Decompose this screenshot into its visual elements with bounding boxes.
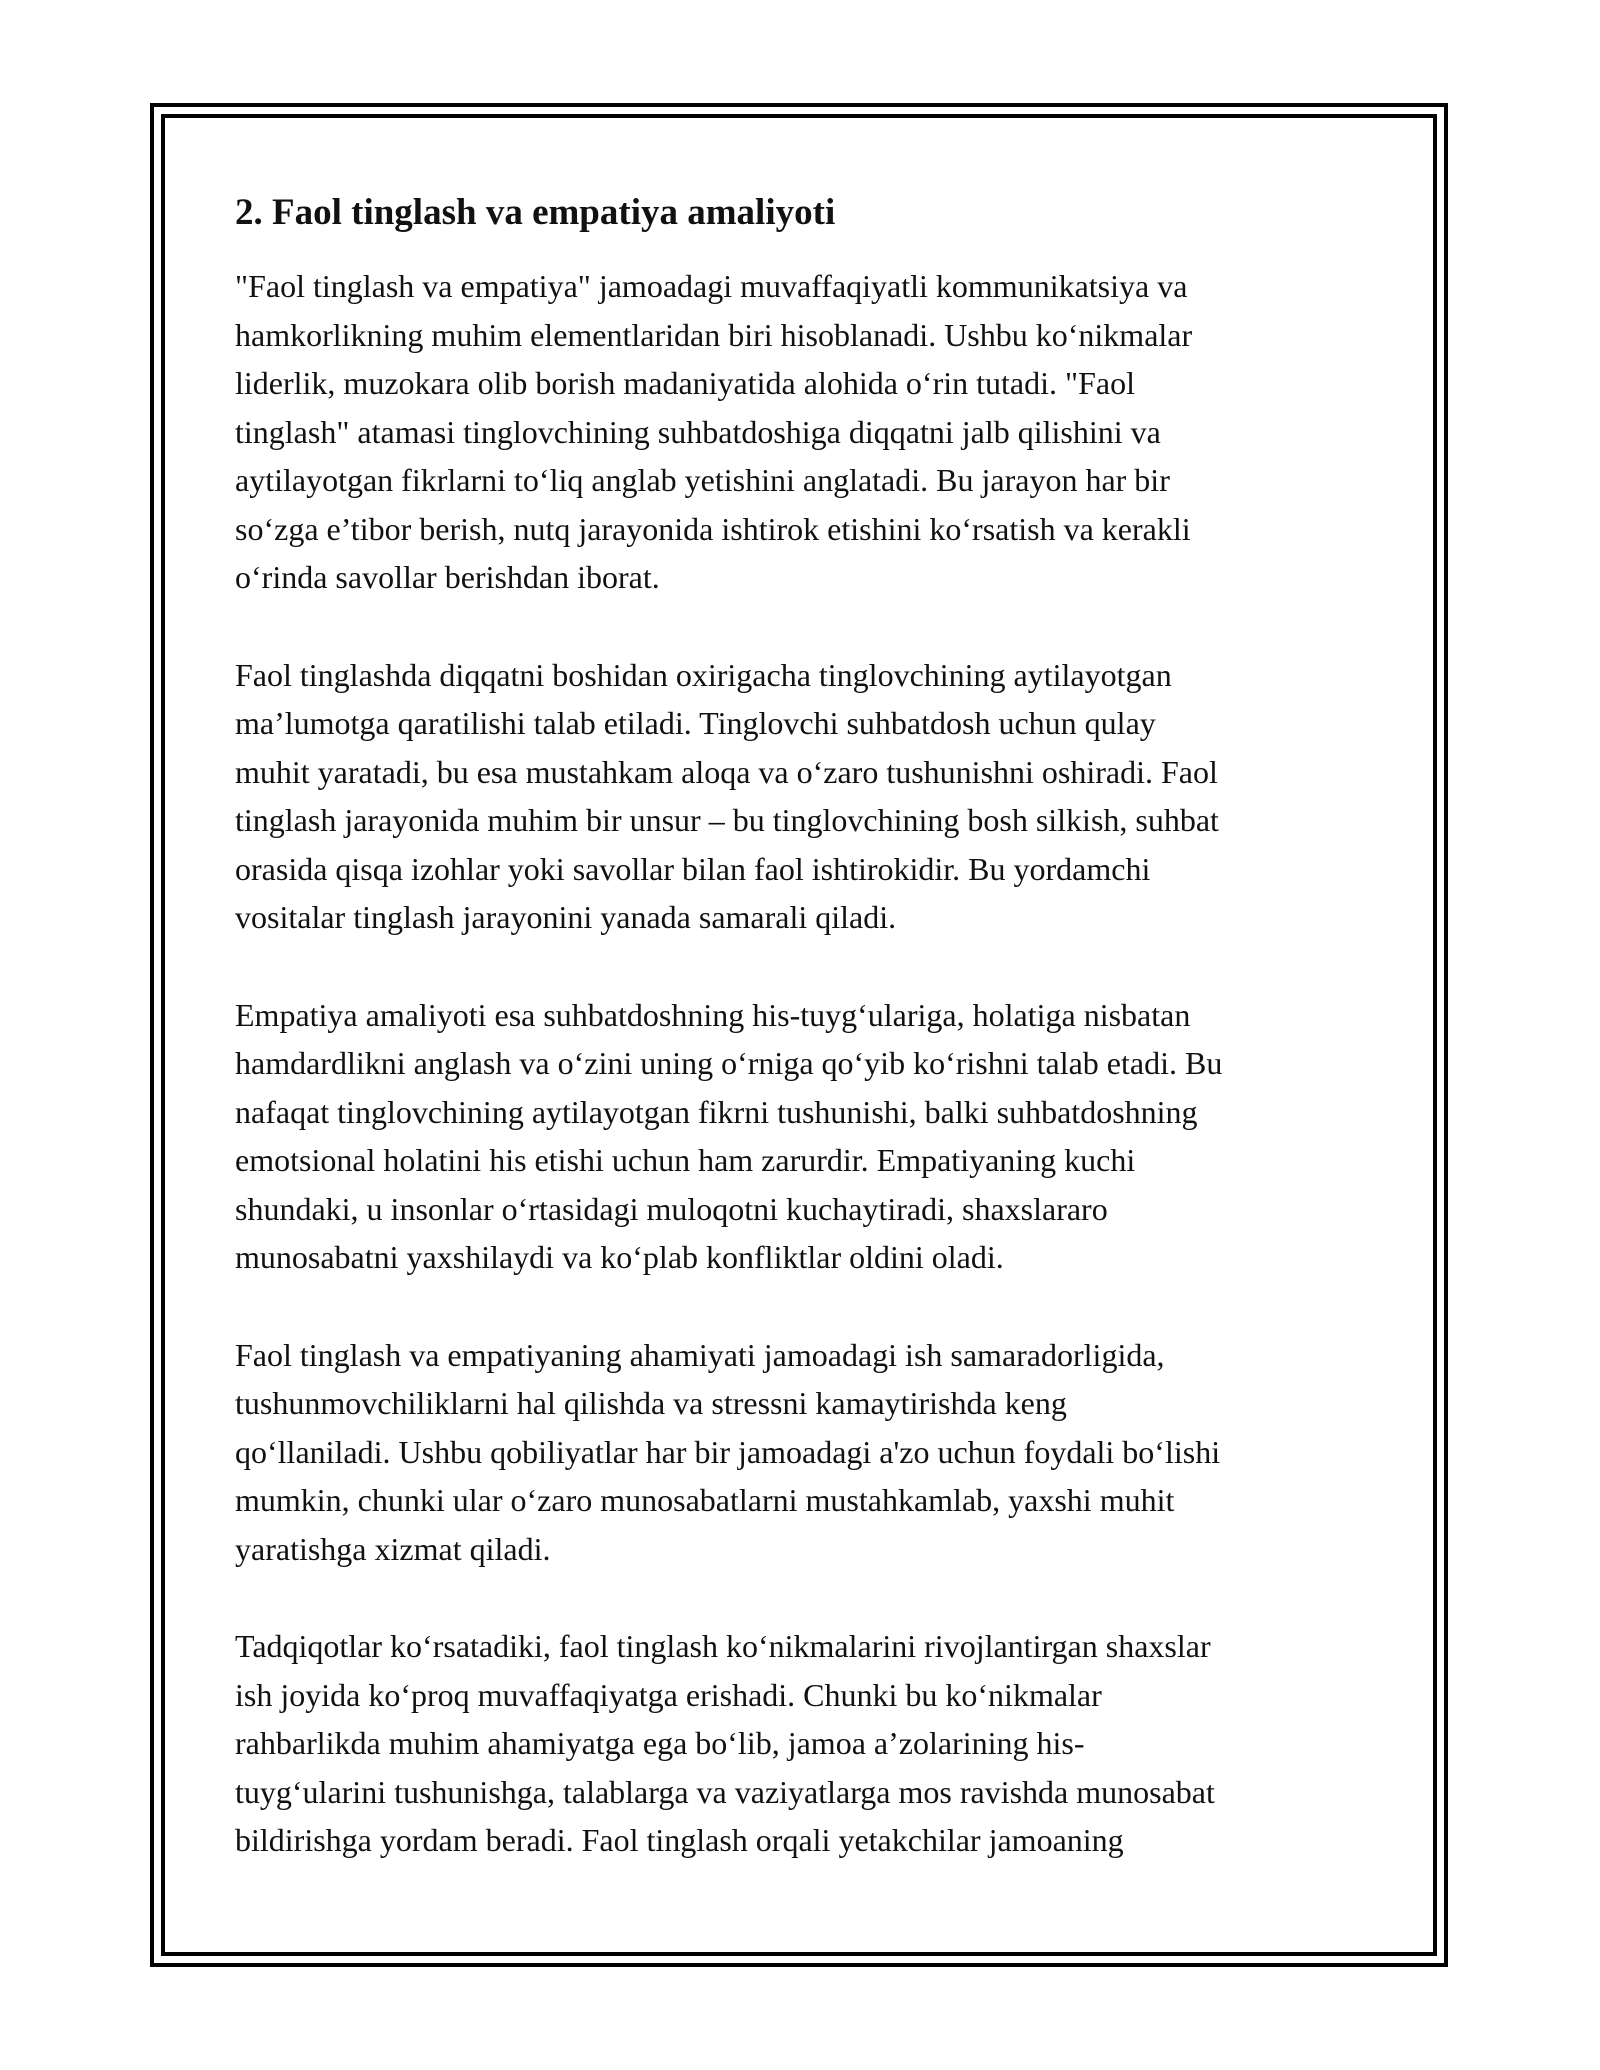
text-line: mumkin, chunki ular oʻzaro munosabatlarni mustahkamlab, yaxshi muhit xyxy=(235,1482,1175,1518)
text-line: ish joyida koʻproq muvaffaqiyatga erishadi. Chunki bu koʻnikmalar xyxy=(235,1676,1102,1713)
text-line: Faol tinglashda diqqatni boshidan oxirigacha tinglovchining aytilayotgan xyxy=(235,656,1172,693)
text-line: Faol tinglash va empatiyaning ahamiyati jamoadagi ish samaradorligida, xyxy=(235,1336,1165,1373)
text-line: muhit yaratadi, bu esa mustahkam aloqa va oʻzaro tushunishni oshiradi. Faol xyxy=(235,753,1218,790)
text-line: hamdardlikni anglash va oʻzini uning oʻrniga qoʻyib koʻrishni talab etadi. Bu xyxy=(235,1045,1223,1081)
text-line: emotsional holatini his etishi uchun ham zarurdir. Empatiyaning kuchi xyxy=(235,1142,1136,1178)
text-line: tinglash jarayonida muhim bir unsur – bu tinglovchining bosh silkish, suhbat xyxy=(235,802,1219,838)
text-line: Empatiya amaliyoti esa suhbatdoshning his-tuygʻulariga, holatiga nisbatan xyxy=(235,996,1191,1033)
text-line: Tadqiqotlar koʻrsatadiki, faol tinglash koʻnikmalarini rivojlantirgan shaxslar xyxy=(235,1628,1211,1664)
text-line: rahbarlikda muhim ahamiyatga ega boʻlib, jamoa a’zolarining his- xyxy=(235,1725,1085,1761)
paragraph-2 xyxy=(235,651,1375,942)
page-content xyxy=(235,185,1375,1914)
text-line: munosabatni yaxshilaydi va koʻplab konfliktlar oldini oladi. xyxy=(235,1239,1004,1275)
text-line: tushunmovchiliklarni hal qilishda va stressni kamaytirishda keng xyxy=(235,1385,1067,1421)
text-line: "Faol tinglash va empatiya" jamoadagi muvaffaqiyatli kommunikatsiya va xyxy=(235,268,1188,304)
text-line: bildirishga yordam beradi. Faol tinglash orqali yetakchilar jamoaning xyxy=(235,1822,1124,1858)
paragraph-4 xyxy=(235,1331,1375,1574)
text-line: aytilayotgan fikrlarni toʻliq anglab yetishini anglatadi. Bu jarayon har bir xyxy=(235,462,1170,498)
paragraph-3 xyxy=(235,991,1375,1282)
text-line: shundaki, u insonlar oʻrtasidagi muloqotni kuchaytiradi, shaxslararo xyxy=(235,1190,1108,1227)
text-line: orasida qisqa izohlar yoki savollar bilan faol ishtirokidir. Bu yordamchi xyxy=(235,850,1151,887)
text-line: soʻzga e’tibor berish, nutq jarayonida ishtirok etishini koʻrsatish va kerakli xyxy=(235,510,1191,547)
paragraph-5 xyxy=(235,1622,1375,1865)
paragraph-1 xyxy=(235,262,1375,602)
text-line: vositalar tinglash jarayonini yanada samarali qiladi. xyxy=(235,899,897,935)
text-line: yaratishga xizmat qiladi. xyxy=(235,1530,551,1567)
text-line: tuygʻularini tushunishga, talablarga va vaziyatlarga mos ravishda munosabat xyxy=(235,1773,1215,1810)
text-line: ma’lumotga qaratilishi talab etiladi. Tinglovchi suhbatdosh uchun qulay xyxy=(235,705,1156,741)
text-line: oʻrinda savollar berishdan iborat. xyxy=(235,559,660,595)
text-line: liderlik, muzokara olib borish madaniyatida alohida oʻrin tutadi. "Faol xyxy=(235,365,1135,401)
text-line: hamkorlikning muhim elementlaridan biri hisoblanadi. Ushbu koʻnikmalar xyxy=(235,316,1193,353)
text-line: qoʻllaniladi. Ushbu qobiliyatlar har bir jamoadagi a'zo uchun foydali boʻlishi xyxy=(235,1433,1221,1470)
text-line: tinglash" atamasi tinglovchining suhbatdoshiga diqqatni jalb qilishini va xyxy=(235,413,1161,450)
section-title: 2. Faol tinglash va empatiya amaliyoti xyxy=(235,192,836,233)
text-line: nafaqat tinglovchining aytilayotgan fikrni tushunishi, balki suhbatdoshning xyxy=(235,1093,1198,1130)
